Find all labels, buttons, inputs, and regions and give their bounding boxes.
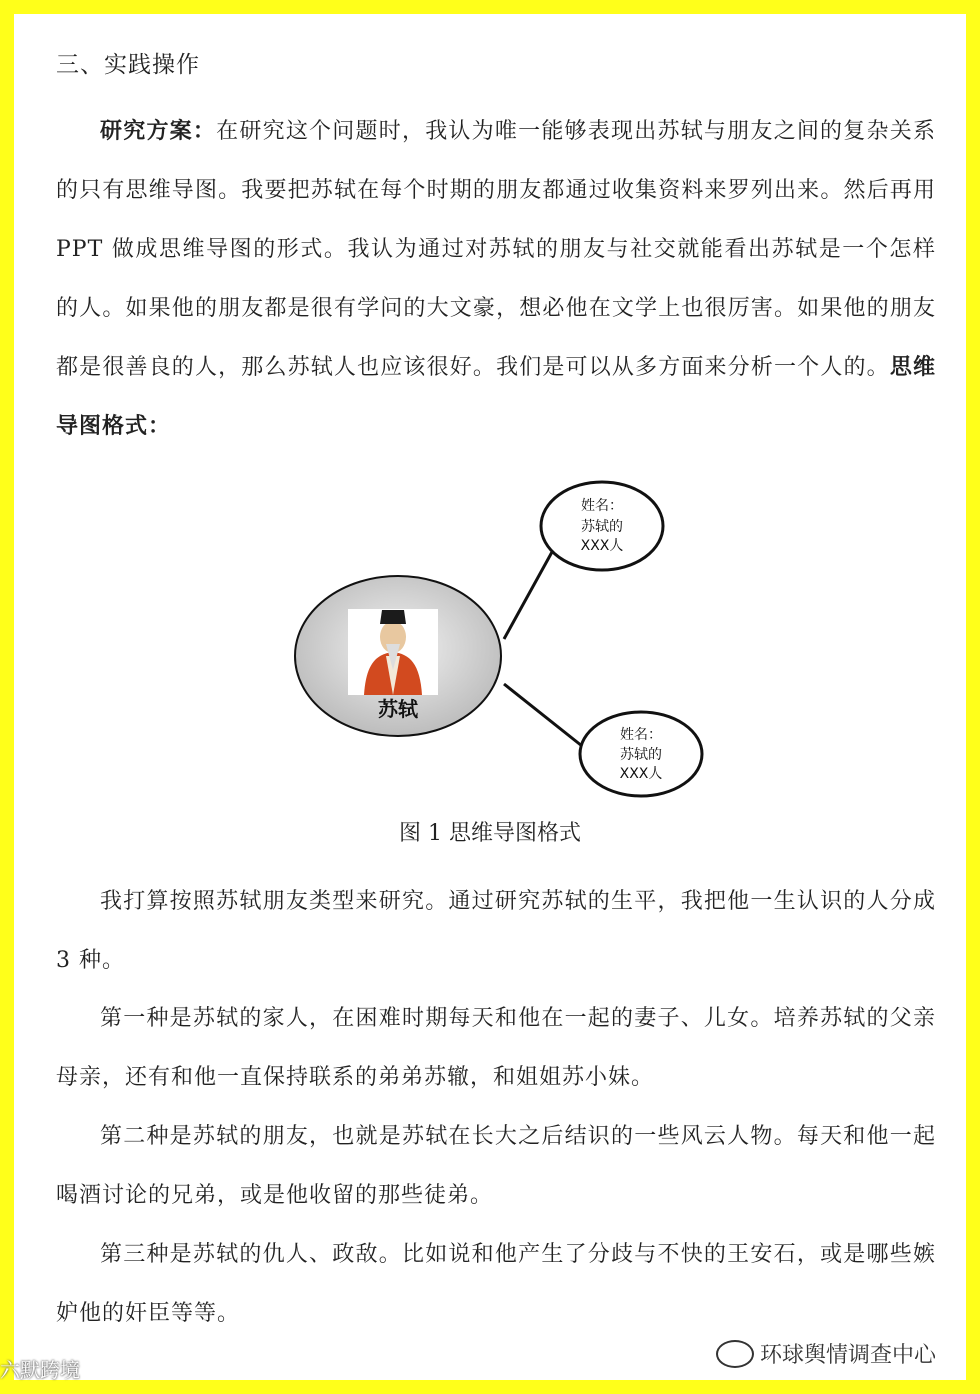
document-page [14,14,966,1380]
node-top-line2: 苏轼的 [581,519,623,535]
center-node-label: 苏轼 [378,697,418,721]
mind-map-diagram [14,464,966,824]
connector-line-bottom [504,684,582,746]
wechat-watermark [716,1338,936,1369]
node-bottom-line3: XXX人 [619,766,663,782]
paragraph-research-plan [56,102,936,456]
node-bottom-line1: 姓名： [620,727,662,743]
connector-line-top [504,552,552,639]
node-bottom-line2: 苏轼的 [620,747,662,763]
paragraph-classification: 我打算按照苏轼朋友类型来研究。通过研究苏轼的生平，我把他一生认识的人分成 3 种。 [56,889,936,973]
paragraph-enemies: 第三种是苏轼的仇人、政敌。比如说和他产生了分歧与不快的王安石，或是哪些嫉妒他的奸臣等等。 [56,1242,936,1326]
portrait-image [348,609,438,695]
research-plan-body: 在研究这个问题时，我认为唯一能够表现出苏轼与朋友之间的复杂关系的只有思维导图。我要把苏轼在每个时期的朋友都通过收集资料来罗列出来。然后再用 PPT 做成思维导图的形式。我认为通过对苏轼的朋友与社交就能看出苏轼是一个怎样的人。如果他的朋友都是很有学问的大文豪，想必他在文学上也很厉害。如果他的朋友都是很善良的人，那么苏轼人也应该很好。我们是可以从多方面来分析一个人的。 [56,119,936,380]
research-plan-label: 研究方案： [100,118,217,144]
figure-caption: 图 1 思维导图格式 [399,821,581,846]
node-top-line1: 姓名： [581,498,623,514]
node-top-line3: XXX人 [580,538,624,554]
paragraph-family: 第一种是苏轼的家人，在困难时期每天和他在一起的妻子、儿女。培养苏轼的父亲母亲，还有和他一直保持联系的弟弟苏辙，和姐姐苏小妹。 [56,1006,936,1090]
watermark-right-text: 环球舆情调查中心 [759,1343,936,1368]
watermark-left: 六默跨境 [0,1358,80,1382]
mindmap-format-label: 思维导图格式： [56,354,936,439]
section-heading: 三、实践操作 [56,52,200,78]
wechat-logo-icon [716,1340,754,1368]
paragraph-friends: 第二种是苏轼的朋友，也就是苏轼在长大之后结识的一些风云人物。每天和他一起喝酒讨论的兄弟，或是他收留的那些徒弟。 [56,1124,936,1208]
